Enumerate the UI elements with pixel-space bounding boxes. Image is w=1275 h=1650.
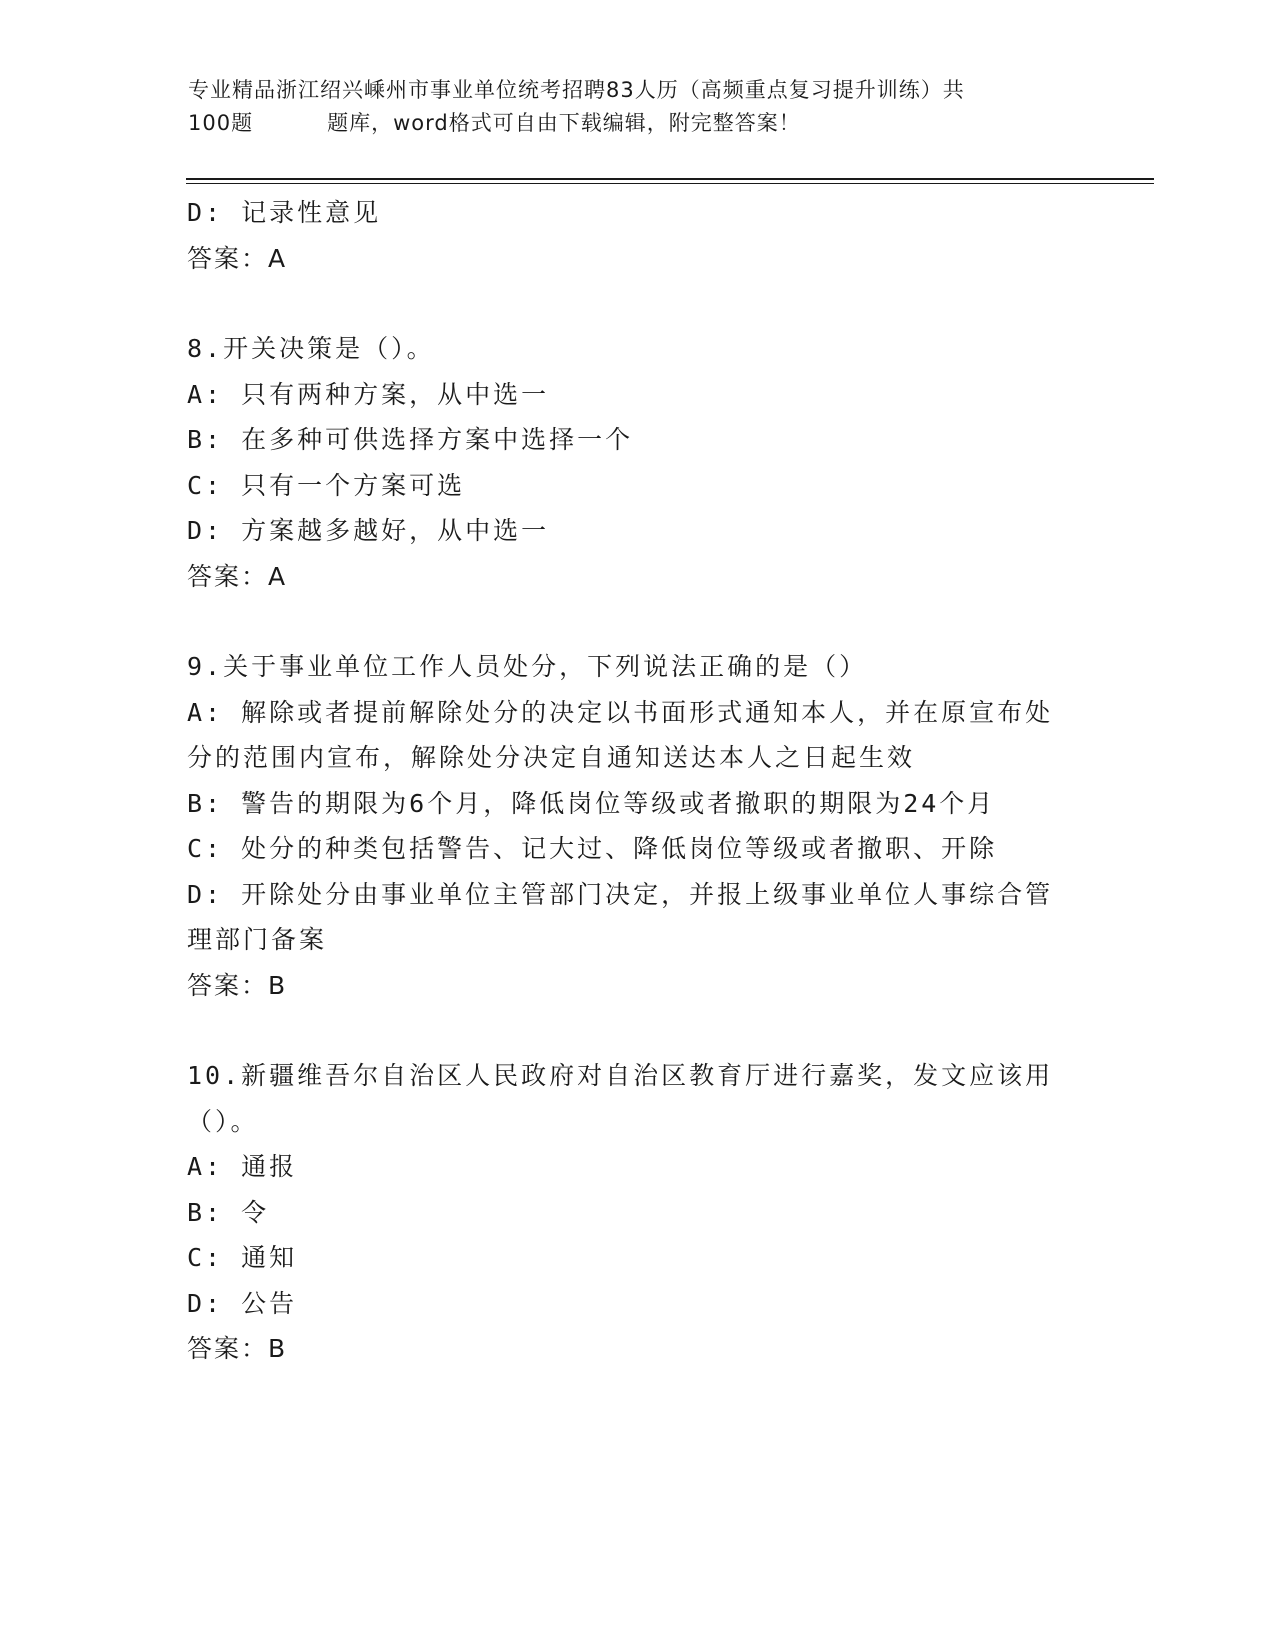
- question-stem: 8.开关决策是（）。: [187, 334, 435, 363]
- question-8: [187, 326, 1067, 599]
- option-d-line1: D: 开除处分由事业单位主管部门决定，并报上级事业单位人事综合管: [187, 879, 1054, 909]
- option-a: A: 通报: [187, 1152, 298, 1181]
- option-d: D: 公告: [187, 1288, 298, 1318]
- answer: 答案：B: [187, 970, 288, 1000]
- option-a-line1: A: 解除或者提前解除处分的决定以书面形式通知本人，并在原宣布处: [187, 697, 1054, 727]
- question-9: [187, 644, 1067, 1008]
- page-header: [188, 74, 1088, 140]
- option-b: B: 在多种可供选择方案中选择一个: [187, 425, 634, 454]
- question-stem-line2: （）。: [187, 1106, 259, 1136]
- header-title-line1: 专业精品浙江绍兴嵊州市事业单位统考招聘83人历（高频重点复习提升训练）共: [188, 78, 965, 102]
- prev-answer: 答案：A: [187, 243, 288, 273]
- option-b: B: 令: [187, 1197, 270, 1227]
- answer: 答案：B: [187, 1334, 288, 1363]
- question-10: [187, 1053, 1067, 1372]
- prev-option-d: D: 记录性意见: [187, 198, 382, 227]
- option-c: C: 只有一个方案可选: [187, 470, 466, 500]
- question-stem: 9.关于事业单位工作人员处分，下列说法正确的是（）: [187, 652, 868, 681]
- option-c: C: 处分的种类包括警告、记大过、降低岗位等级或者撤职、开除: [187, 834, 998, 863]
- option-c: C: 通知: [187, 1243, 298, 1272]
- header-title-line2: [188, 107, 1088, 140]
- option-a: A: 只有两种方案，从中选一: [187, 379, 550, 409]
- option-b: B: 警告的期限为6个月，降低岗位等级或者撤职的期限为24个月: [187, 788, 996, 818]
- option-a-line2: 分的范围内宣布，解除处分决定自通知送达本人之日起生效: [187, 743, 916, 772]
- document-body: [187, 190, 1067, 1372]
- option-d: D: 方案越多越好，从中选一: [187, 516, 550, 545]
- header-divider: [186, 178, 1154, 180]
- header-description: 题库，word格式可自由下载编辑，附完整答案！: [327, 111, 801, 135]
- answer: 答案：A: [187, 561, 288, 591]
- option-d-line2: 理部门备案: [187, 925, 328, 954]
- question-stem-line1: 10.新疆维吾尔自治区人民政府对自治区教育厅进行嘉奖，发文应该用: [187, 1061, 1054, 1090]
- header-divider-thin: [186, 183, 1154, 184]
- header-question-count: 100题: [188, 111, 254, 135]
